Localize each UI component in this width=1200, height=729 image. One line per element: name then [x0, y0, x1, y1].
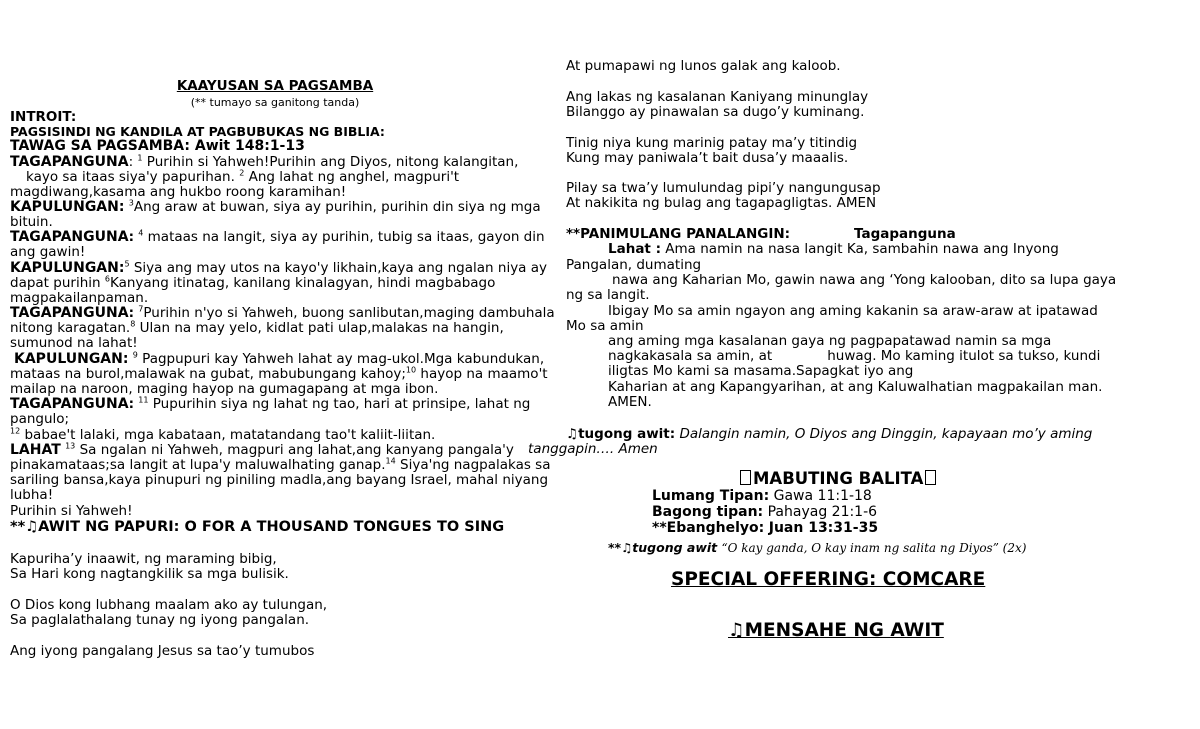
reading-line: TAGAPANGUNA: $^7$Purihin n'yo si Yahweh, buong sanlibutan,maging dambuhala [10, 304, 555, 321]
reading-line: ang gawin! [10, 244, 86, 260]
prayer-line: nagkakasala sa amin, at huwag. Mo kaming itulot sa tukso, kundi [608, 348, 1101, 364]
hymn-line: Sa paglalathalang tunay ng iyong pangalan. [10, 612, 310, 628]
hymn-line: Tinig niya kung marinig patay ma’y titindig [566, 135, 858, 151]
reading-line: LAHAT $^{13}$ Sa ngalan ni Yahweh, magpuri ang lahat,ang kanyang pangala'y [10, 441, 514, 458]
reading-line: mailap na naroon, maging hayop na gumagapang at mga ibon. [10, 381, 439, 397]
prayer-line: nawa ang Kaharian Mo, gawin nawa ang ‘Yong kalooban, dito sa lupa gaya [612, 272, 1117, 288]
candle-heading: PAGSISINDI NG KANDILA AT PAGBUBUKAS NG BIBLIA: [10, 124, 385, 139]
reading-line: KAPULUNGAN:$^5$ Siya ang may utos na kayo'y likhain,kaya ang ngalan niya ay [10, 259, 548, 276]
prayer-line: Ibigay Mo sa amin ngayon ang aming kakanin sa araw-araw at ipatawad [608, 303, 1098, 319]
reading-line: magpakailanpaman. [10, 290, 149, 306]
reading-line: pangulo; [10, 411, 70, 427]
hymn-line: Ang iyong pangalang Jesus sa tao’y tumubos [10, 643, 315, 659]
prayer-line: Kaharian at ang Kapangyarihan, at ang Kaluwalhatian magpakailan man. [608, 379, 1103, 395]
reading-line: lubha! [10, 487, 54, 503]
reading-line: kayo sa itaas siya'y papurihan. $^2$ Ang lahat ng anghel, magpuri't [26, 168, 460, 185]
reading-line: TAGAPANGUNA: $^{11}$ Pupurihin siya ng lahat ng tao, hari at prinsipe, lahat ng [10, 395, 531, 412]
reading-line: sariling bansa,kaya pinupuri ng piniling madla,ang bayang Israel, mahal niyang [10, 472, 549, 488]
hymn-line: At pumapawi ng lunos galak ang kaloob. [566, 58, 841, 74]
hymn-line: Bilanggo ay pinawalan sa dugo’y kuminang. [566, 104, 865, 120]
hymn-line: At nakikita ng bulag ang tagapagligtas. AMEN [566, 195, 877, 211]
reading-line: TAGAPANGUNA: $^4$ mataas na langit, siya ay purihin, tubig sa itaas, gayon din [10, 228, 545, 245]
hymn-line: O Dios kong lubhang maalam ako ay tulungan, [10, 597, 328, 613]
reading-line: dapat purihin $^6$Kanyang itinatag, kanilang kinalagyan, hindi magbabago [10, 274, 496, 291]
hymn-heading: **♫AWIT NG PAPURI: O FOR A THOUSAND TONGUES TO SING [10, 519, 505, 535]
page-subtitle: (** tumayo sa ganitong tanda) [190, 96, 360, 109]
opening-prayer-heading: **PANIMULANG PANALANGIN: [566, 226, 791, 242]
opening-prayer-leader: Tagapanguna [854, 226, 956, 242]
reading-line: TAGAPANGUNA: $^1$ Purihin si Yahweh!Purihin ang Diyos, nitong kalangitan, [10, 153, 519, 170]
reading-line: sumunod na lahat! [10, 335, 138, 351]
reading-line: bituin. [10, 214, 53, 230]
reading-line: $^{12}$ babae't lalaki, mga kabataan, matatandang tao't kaliit-liitan. [10, 426, 436, 443]
reading-line: nitong karagatan.$^8$ Ulan na may yelo, kidlat pati ulap,malakas na hangin, [10, 319, 504, 336]
reading-line: Purihin si Yahweh! [10, 503, 133, 519]
prayer-line: iligtas Mo kami sa masama.Sapagkat iyo ang [608, 363, 914, 379]
box-icon [925, 470, 936, 485]
prayer-line: Pangalan, dumating [566, 257, 702, 273]
reading-ref: Bagong tipan: Pahayag 21:1-6 [652, 504, 878, 520]
call-to-worship-heading: TAWAG SA PAGSAMBA: Awit 148:1-13 [10, 138, 305, 154]
hymn-line: Kung may paniwala’t bait dusa’y maaalis. [566, 150, 849, 166]
gospel-heading: MABUTING BALITA [740, 470, 936, 486]
box-icon [740, 470, 751, 485]
response-song: ♫tugong awit: Dalangin namin, O Diyos ang Dinggin, kapayaan mo’y aming [566, 426, 1093, 442]
reading-line: KAPULUNGAN: $^3$Ang araw at buwan, siya ay purihin, purihin din siya ng mga [10, 198, 541, 215]
reading-line: pinakamataas;sa langit at lupa'y maluwalhating ganap.$^{14}$ Siya'ng nagpalakas sa [10, 456, 551, 473]
introit-heading: INTROIT: [10, 109, 77, 125]
reading-ref: **Ebanghelyo: Juan 13:31-35 [652, 520, 879, 536]
prayer-line: Mo sa amin [566, 318, 644, 334]
hymn-line: Pilay sa twa’y lumulundag pipi’y nangungusap [566, 180, 881, 196]
reading-ref: Lumang Tipan: Gawa 11:1-18 [652, 488, 872, 504]
prayer-line: Lahat : Ama namin na nasa langit Ka, sambahin nawa ang Inyong [608, 241, 1059, 257]
page-title: KAAYUSAN SA PAGSAMBA [176, 78, 374, 94]
prayer-line: ng sa langit. [566, 287, 650, 303]
message-song: ♫MENSAHE NG AWIT [728, 620, 944, 641]
special-offering: SPECIAL OFFERING: COMCARE [671, 569, 986, 590]
response-song-cont: tanggapin…. Amen [528, 441, 658, 457]
reading-line: mataas na burol,malawak na gubat, mabubungang kahoy;$^{10}$ hayop na maamo't [10, 365, 548, 382]
prayer-line: AMEN. [608, 394, 652, 410]
prayer-line: ang aming mga kasalanan gaya ng pagpapatawad namin sa mga [608, 333, 1052, 349]
reading-line: magdiwang,kasama ang hukbo roong karamihan! [10, 184, 347, 200]
hymn-line: Kapuriha’y inaawit, ng maraming bibig, [10, 551, 277, 567]
hymn-line: Sa Hari kong nagtangkilik sa mga bulisik. [10, 566, 289, 582]
hymn-line: Ang lakas ng kasalanan Kaniyang minunglay [566, 89, 869, 105]
gospel-response: **♫tugong awit “O kay ganda, O kay inam ng salita ng Diyos” (2x) [608, 540, 1027, 555]
reading-line: KAPULUNGAN: $^9$ Pagpupuri kay Yahweh lahat ay mag-ukol.Mga kabundukan, [14, 350, 545, 367]
